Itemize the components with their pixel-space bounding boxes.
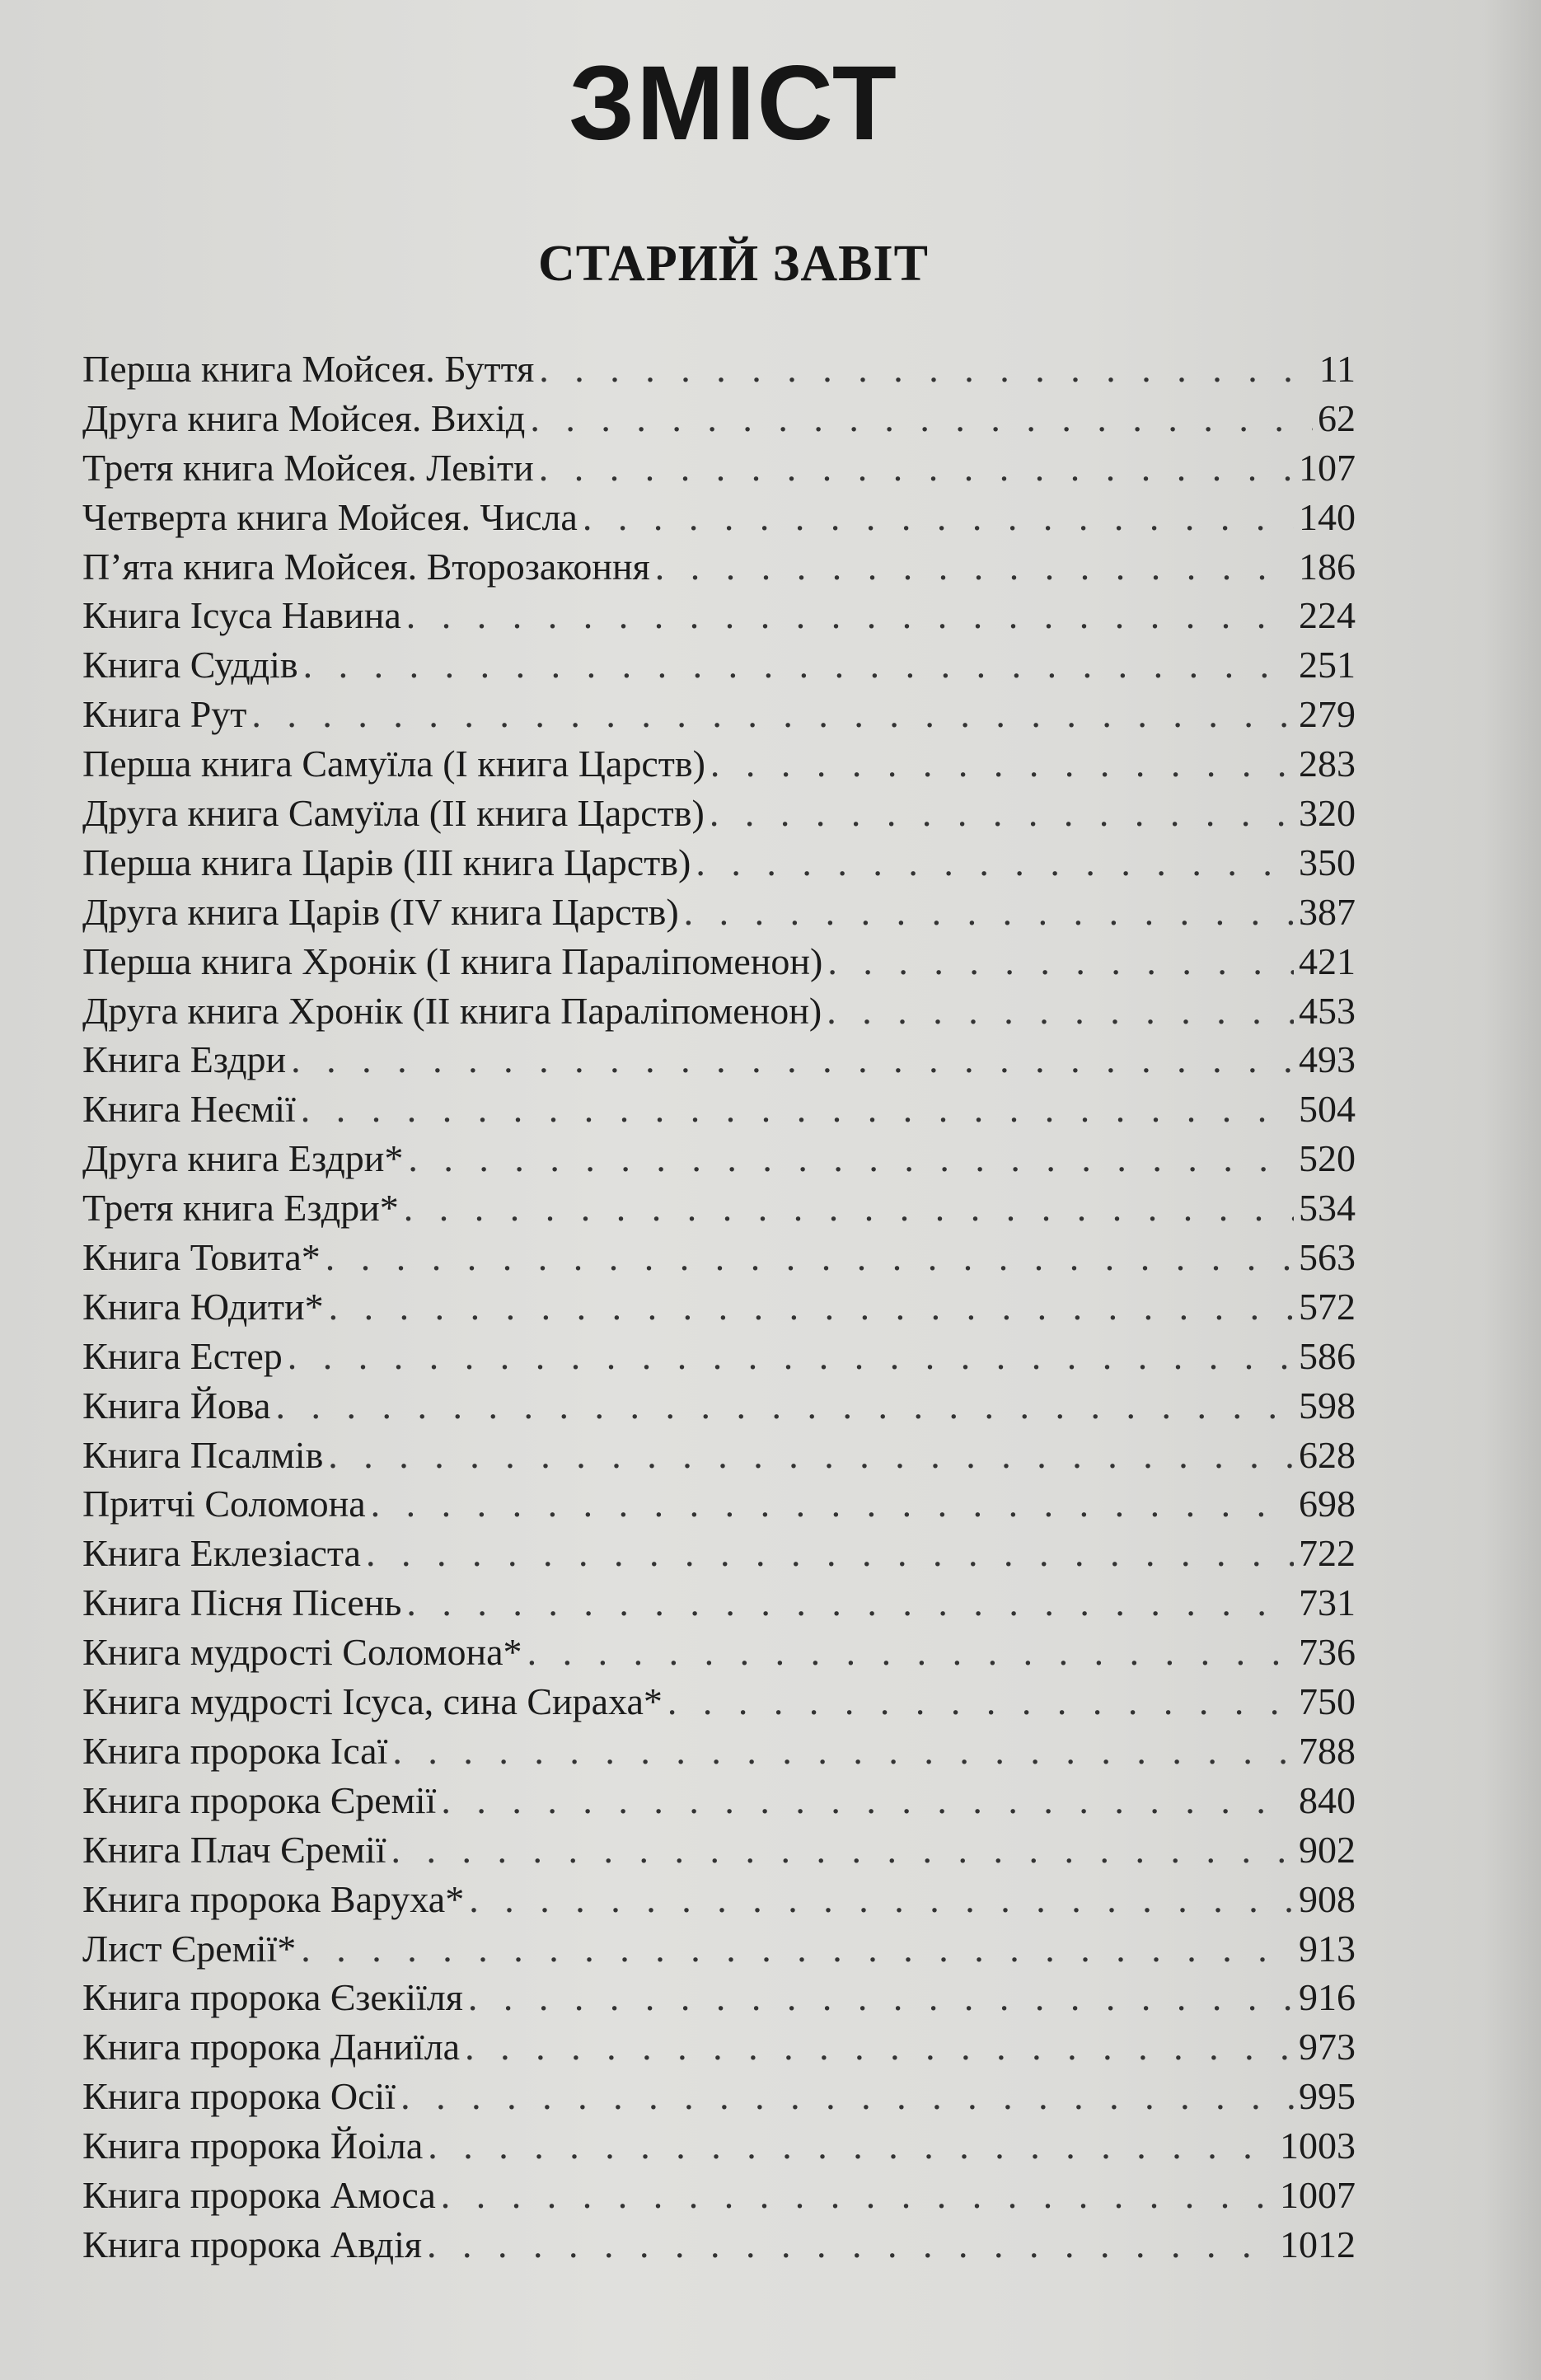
toc-entry: [82, 1578, 1356, 1628]
toc-entry-title: Книга пророка Амоса: [82, 2173, 436, 2216]
toc-entry-page-number: 1012: [1280, 2223, 1356, 2265]
dot-leader: [291, 1035, 1294, 1085]
toc-entry-title: Книга пророка Єзекіїля: [82, 1976, 463, 2019]
dot-leader: [408, 1134, 1294, 1183]
toc-entry-title: Друга книга Ездри*: [82, 1137, 404, 1180]
toc-entry: [82, 1282, 1356, 1332]
toc-entry-page-number: 902: [1299, 1828, 1356, 1871]
toc-entry-page-number: 995: [1299, 2075, 1356, 2118]
toc-entry: [82, 1431, 1356, 1480]
toc-entry-title: Книга пророка Даниїла: [82, 2026, 461, 2068]
toc-entry-page-number: 387: [1299, 890, 1356, 933]
dot-leader: [301, 1085, 1294, 1134]
toc-entry: [82, 2072, 1356, 2121]
toc-entry-title: Книга Неємії: [82, 1088, 296, 1131]
toc-entry-title: Перша книга Царів (ІІІ книга Царств): [82, 841, 691, 883]
toc-entry-page-number: 1007: [1280, 2173, 1356, 2216]
toc-entry-title: Книга Йова: [82, 1384, 271, 1427]
toc-entry: [82, 2121, 1356, 2171]
toc-entry-page-number: 698: [1299, 1483, 1356, 1525]
toc-entry-page-number: 421: [1299, 939, 1356, 982]
toc-entry-page-number: 586: [1299, 1334, 1356, 1377]
toc-entry: [82, 937, 1356, 986]
dot-leader: [530, 394, 1313, 443]
dot-leader: [400, 2072, 1294, 2121]
toc-entry-title: Книга пророка Авдія: [82, 2223, 423, 2265]
toc-entry: [82, 1183, 1356, 1233]
toc-entry-page-number: 572: [1299, 1285, 1356, 1328]
toc-entry-title: Книга Естер: [82, 1334, 283, 1377]
dot-leader: [667, 1677, 1294, 1726]
toc-entry-title: Третя книга Мойсея. Левіти: [82, 446, 534, 489]
toc-entry-title: Перша книга Мойсея. Буття: [82, 348, 535, 390]
page-title: ЗМІСТ: [569, 45, 898, 162]
toc-entry-page-number: 598: [1299, 1384, 1356, 1427]
dot-leader: [406, 1578, 1294, 1628]
toc-entry-page-number: 350: [1299, 841, 1356, 883]
toc-entry: [82, 690, 1356, 739]
dot-leader: [406, 591, 1294, 640]
toc-entry-page-number: 788: [1299, 1729, 1356, 1772]
toc-entry: [82, 1677, 1356, 1726]
toc-entry-title: Книга Еклезіаста: [82, 1532, 361, 1575]
toc-entry-title: Друга книга Мойсея. Вихід: [82, 396, 526, 439]
toc-entry-title: Книга Псалмів: [82, 1433, 324, 1476]
toc-entry: [82, 591, 1356, 640]
toc-entry-page-number: 453: [1299, 989, 1356, 1032]
dot-leader: [366, 1529, 1294, 1578]
toc-entry: [82, 1134, 1356, 1183]
toc-entry-page-number: 750: [1299, 1680, 1356, 1723]
toc-entry: [82, 493, 1356, 542]
toc-entry-page-number: 224: [1299, 594, 1356, 637]
toc-entry-title: Друга книга Хронік (ІІ книга Параліпоменон): [82, 989, 822, 1032]
dot-leader: [371, 1479, 1294, 1529]
toc-entry: [82, 344, 1356, 394]
toc-entry: [82, 640, 1356, 690]
toc-entry: [82, 1332, 1356, 1381]
toc-entry: [82, 2171, 1356, 2220]
toc-entry-title: Книга пророка Йоіла: [82, 2125, 424, 2167]
dot-leader: [827, 937, 1294, 986]
section-title: СТАРИЙ ЗАВІТ: [538, 236, 929, 292]
toc-entry-title: Книга пророка Ісаї: [82, 1729, 388, 1772]
dot-leader: [441, 2171, 1275, 2220]
toc-entry: [82, 1035, 1356, 1085]
toc-entry: [82, 2022, 1356, 2072]
toc-entry-page-number: 534: [1299, 1187, 1356, 1230]
toc-entry-page-number: 140: [1299, 495, 1356, 538]
toc-entry: [82, 739, 1356, 789]
toc-entry-page-number: 504: [1299, 1088, 1356, 1131]
toc-entry-title: Книга Юдити*: [82, 1285, 324, 1328]
toc-entry-title: Книга Товита*: [82, 1236, 321, 1279]
toc-entry-title: Книга пророка Варуха*: [82, 1877, 465, 1920]
toc-entry-title: Друга книга Царів (IV книга Царств): [82, 890, 679, 933]
toc-entry: [82, 888, 1356, 937]
toc-entry-page-number: 908: [1299, 1877, 1356, 1920]
toc-entry: [82, 1085, 1356, 1134]
toc-entry-page-number: 913: [1299, 1927, 1356, 1970]
toc-entry-title: Книга мудрості Ісуса, сина Сираха*: [82, 1680, 663, 1723]
toc-entry-title: Книга мудрості Соломона*: [82, 1631, 522, 1674]
dot-leader: [710, 789, 1294, 838]
dot-leader: [392, 1726, 1294, 1776]
dot-leader: [329, 1282, 1294, 1332]
page-edge-shadow: [1483, 0, 1541, 2380]
toc-entry: [82, 1529, 1356, 1578]
toc-entry-page-number: 731: [1299, 1581, 1356, 1624]
dot-leader: [583, 493, 1294, 542]
toc-entry-title: Книга Пісня Пісень: [82, 1581, 402, 1624]
dot-leader: [465, 2022, 1294, 2072]
toc-entry-title: Книга Ісуса Навина: [82, 594, 401, 637]
toc-entry: [82, 1628, 1356, 1677]
dot-leader: [326, 1233, 1294, 1282]
toc-entry-page-number: 916: [1299, 1976, 1356, 2019]
dot-leader: [539, 344, 1314, 394]
dot-leader: [391, 1825, 1294, 1875]
dot-leader: [468, 1973, 1294, 2022]
toc-entry: [82, 2220, 1356, 2270]
toc-entry-title: Книга Рут: [82, 693, 247, 736]
toc-entry-title: Перша книга Самуїла (І книга Царств): [82, 743, 705, 785]
dot-leader: [275, 1381, 1294, 1431]
toc-entry: [82, 1479, 1356, 1529]
toc-entry-title: Четверта книга Мойсея. Числа: [82, 495, 578, 538]
dot-leader: [251, 690, 1294, 739]
dot-leader: [301, 1924, 1294, 1974]
toc-entry-title: Книга Ездри: [82, 1038, 287, 1081]
dot-leader: [827, 986, 1294, 1036]
dot-leader: [288, 1332, 1294, 1381]
table-of-contents: [82, 344, 1356, 2270]
dot-leader: [539, 443, 1294, 493]
toc-entry-page-number: 973: [1299, 2026, 1356, 2068]
toc-entry: [82, 1973, 1356, 2022]
dot-leader: [710, 739, 1294, 789]
toc-entry-page-number: 628: [1299, 1433, 1356, 1476]
toc-entry-page-number: 722: [1299, 1532, 1356, 1575]
toc-entry-title: Третя книга Ездри*: [82, 1187, 399, 1230]
toc-entry-title: Перша книга Хронік (І книга Параліпоменон): [82, 939, 823, 982]
toc-entry-title: Притчі Соломона: [82, 1483, 366, 1525]
dot-leader: [427, 2220, 1275, 2270]
toc-entry: [82, 838, 1356, 888]
toc-entry-page-number: 279: [1299, 693, 1356, 736]
toc-entry-page-number: 840: [1299, 1778, 1356, 1821]
dot-leader: [655, 542, 1294, 592]
toc-entry: [82, 1875, 1356, 1924]
dot-leader: [441, 1776, 1294, 1825]
toc-entry-page-number: 186: [1299, 545, 1356, 588]
toc-entry: [82, 1381, 1356, 1431]
toc-entry-title: Друга книга Самуїла (ІІ книга Царств): [82, 792, 705, 835]
toc-entry-page-number: 1003: [1280, 2125, 1356, 2167]
toc-entry-page-number: 11: [1319, 348, 1356, 390]
dot-leader: [696, 838, 1294, 888]
toc-entry-page-number: 563: [1299, 1236, 1356, 1279]
toc-entry-title: Книга Плач Єремії: [82, 1828, 386, 1871]
toc-entry-page-number: 62: [1318, 396, 1356, 439]
toc-entry: [82, 789, 1356, 838]
toc-entry: [82, 1924, 1356, 1974]
toc-entry-page-number: 251: [1299, 644, 1356, 686]
toc-entry-page-number: 493: [1299, 1038, 1356, 1081]
toc-entry-page-number: 283: [1299, 743, 1356, 785]
toc-entry: [82, 1233, 1356, 1282]
toc-entry: [82, 443, 1356, 493]
toc-entry: [82, 986, 1356, 1036]
toc-entry: [82, 394, 1356, 443]
toc-entry: [82, 1726, 1356, 1776]
toc-entry-page-number: 320: [1299, 792, 1356, 835]
toc-entry-title: П’ята книга Мойсея. Второзаконня: [82, 545, 650, 588]
dot-leader: [303, 640, 1294, 690]
dot-leader: [328, 1431, 1294, 1480]
toc-entry-title: Лист Єремії*: [82, 1927, 297, 1970]
toc-entry-title: Книга Суддів: [82, 644, 298, 686]
dot-leader: [428, 2121, 1275, 2171]
toc-entry-page-number: 107: [1299, 446, 1356, 489]
dot-leader: [404, 1183, 1294, 1233]
dot-leader: [527, 1628, 1294, 1677]
toc-entry-page-number: 736: [1299, 1631, 1356, 1674]
dot-leader: [684, 888, 1294, 937]
toc-entry-title: Книга пророка Єремії: [82, 1778, 437, 1821]
toc-entry: [82, 1825, 1356, 1875]
toc-entry: [82, 1776, 1356, 1825]
toc-entry-title: Книга пророка Осії: [82, 2075, 396, 2118]
toc-entry: [82, 542, 1356, 592]
toc-entry-page-number: 520: [1299, 1137, 1356, 1180]
dot-leader: [469, 1875, 1294, 1924]
